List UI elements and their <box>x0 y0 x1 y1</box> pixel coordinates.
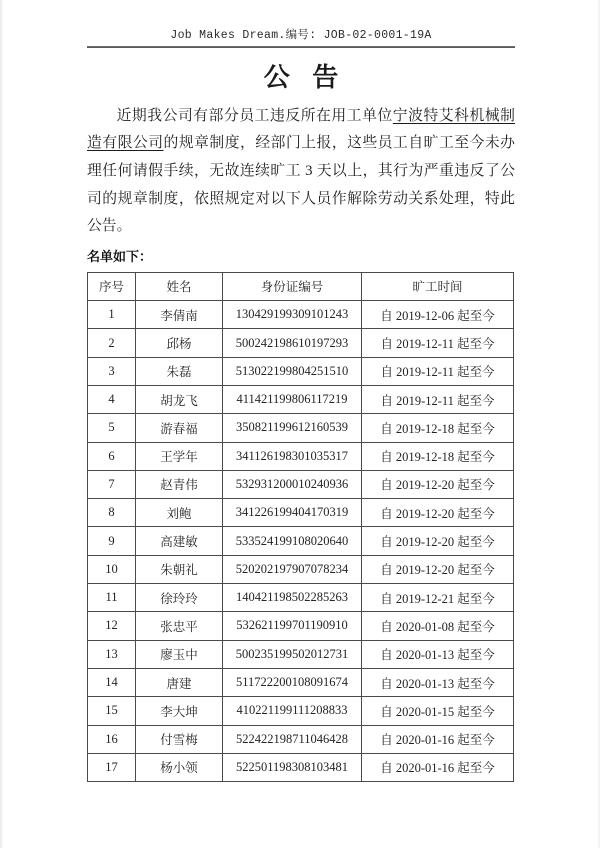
reference-number-line: Job Makes Dream.编号: JOB-02-0001-19A <box>170 29 432 42</box>
table-cell: 自 2019-12-20 起至今 <box>362 470 514 498</box>
table-row <box>88 414 514 442</box>
table-cell: 朱朝礼 <box>136 555 223 583</box>
paragraph-rest: 的规章制度，经部门上报，这些员工自旷工至今未办理任何请假手续，无故连续旷工 3 天以上，其行为严重违反了公司的规章制度，依照规定对以下人员作解除劳动关系处理，特此公告。 <box>87 135 515 235</box>
table-cell: 李倩南 <box>136 301 223 329</box>
table-cell: 自 2019-12-20 起至今 <box>362 555 514 583</box>
column-header: 旷工时间 <box>362 272 514 300</box>
table-cell: 513022199804251510 <box>223 357 362 385</box>
table-cell: 自 2020-01-16 起至今 <box>362 753 514 781</box>
table-cell: 7 <box>88 470 136 498</box>
column-header: 身份证编号 <box>223 272 362 300</box>
column-header: 姓名 <box>136 272 223 300</box>
table-cell: 341226199404170319 <box>223 499 362 527</box>
table-cell: 廖玉中 <box>136 640 223 668</box>
table-row <box>88 753 514 781</box>
table-header-row <box>88 272 514 300</box>
table-cell: 自 2019-12-11 起至今 <box>362 329 514 357</box>
table-cell: 徐玲玲 <box>136 584 223 612</box>
table-cell: 自 2020-01-16 起至今 <box>362 725 514 753</box>
column-header: 序号 <box>88 272 136 300</box>
table-row <box>88 584 514 612</box>
table-cell: 自 2019-12-21 起至今 <box>362 584 514 612</box>
table-cell: 杨小领 <box>136 753 223 781</box>
table-cell: 511722200108091674 <box>223 668 362 696</box>
table-cell: 付雪梅 <box>136 725 223 753</box>
table-cell: 自 2019-12-18 起至今 <box>362 442 514 470</box>
table-row <box>88 725 514 753</box>
table-cell: 4 <box>88 385 136 413</box>
table-cell: 411421199806117219 <box>223 385 362 413</box>
table-cell: 6 <box>88 442 136 470</box>
table-row <box>88 385 514 413</box>
table-cell: 高建敏 <box>136 527 223 555</box>
table-cell: 130429199309101243 <box>223 301 362 329</box>
table-cell: 17 <box>88 753 136 781</box>
table-cell: 522422198711046428 <box>223 725 362 753</box>
table-cell: 自 2020-01-15 起至今 <box>362 697 514 725</box>
notice-title: 公 告 <box>263 63 347 92</box>
table-cell: 10 <box>88 555 136 583</box>
table-cell: 自 2019-12-06 起至今 <box>362 301 514 329</box>
table-cell: 胡龙飞 <box>136 385 223 413</box>
table-cell: 自 2019-12-11 起至今 <box>362 385 514 413</box>
table-cell: 13 <box>88 640 136 668</box>
table-row <box>88 499 514 527</box>
table-cell: 522501198308103481 <box>223 753 362 781</box>
table-cell: 自 2020-01-13 起至今 <box>362 668 514 696</box>
document-header <box>87 26 515 48</box>
table-cell: 1 <box>88 301 136 329</box>
table-cell: 532931200010240936 <box>223 470 362 498</box>
table-cell: 自 2019-12-20 起至今 <box>362 527 514 555</box>
table-cell: 自 2020-01-08 起至今 <box>362 612 514 640</box>
company-name: 宁波特艾科机械制造有限公司 <box>87 107 515 152</box>
table-cell: 5 <box>88 414 136 442</box>
table-cell: 16 <box>88 725 136 753</box>
table-cell: 邱杨 <box>136 329 223 357</box>
table-cell: 自 2019-12-11 起至今 <box>362 357 514 385</box>
table-cell: 140421198502285263 <box>223 584 362 612</box>
table-cell: 500235199502012731 <box>223 640 362 668</box>
table-row <box>88 470 514 498</box>
table-cell: 3 <box>88 357 136 385</box>
table-cell: 张忠平 <box>136 612 223 640</box>
table-cell: 朱磊 <box>136 357 223 385</box>
table-row <box>88 668 514 696</box>
table-cell: 9 <box>88 527 136 555</box>
table-cell: 唐建 <box>136 668 223 696</box>
notice-paragraph <box>87 103 515 241</box>
table-cell: 李大坤 <box>136 697 223 725</box>
table-cell: 11 <box>88 584 136 612</box>
dismissal-roster-table <box>87 272 514 782</box>
table-row <box>88 697 514 725</box>
table-cell: 12 <box>88 612 136 640</box>
table-row <box>88 640 514 668</box>
table-row <box>88 329 514 357</box>
list-label: 名单如下： <box>87 248 153 264</box>
table-row <box>88 555 514 583</box>
table-cell: 8 <box>88 499 136 527</box>
table-cell: 自 2019-12-18 起至今 <box>362 414 514 442</box>
header-divider <box>87 46 515 48</box>
table-cell: 410221199111208833 <box>223 697 362 725</box>
table-cell: 赵青伟 <box>136 470 223 498</box>
table-cell: 游春福 <box>136 414 223 442</box>
table-cell: 500242198610197293 <box>223 329 362 357</box>
table-row <box>88 357 514 385</box>
table-cell: 自 2019-12-20 起至今 <box>362 499 514 527</box>
table-row <box>88 442 514 470</box>
table-cell: 自 2020-01-13 起至今 <box>362 640 514 668</box>
table-cell: 341126198301035317 <box>223 442 362 470</box>
table-cell: 533524199108020640 <box>223 527 362 555</box>
table-body <box>88 301 514 782</box>
table-cell: 14 <box>88 668 136 696</box>
table-row <box>88 301 514 329</box>
table-cell: 15 <box>88 697 136 725</box>
table-row <box>88 612 514 640</box>
paragraph-lead: 近期我公司有部分员工违反所在用工单位 <box>116 107 393 124</box>
table-cell: 2 <box>88 329 136 357</box>
table-cell: 520202197907078234 <box>223 555 362 583</box>
table-row <box>88 527 514 555</box>
table-cell: 王学年 <box>136 442 223 470</box>
table-cell: 532621199701190910 <box>223 612 362 640</box>
table-cell: 350821199612160539 <box>223 414 362 442</box>
table-cell: 刘鲍 <box>136 499 223 527</box>
